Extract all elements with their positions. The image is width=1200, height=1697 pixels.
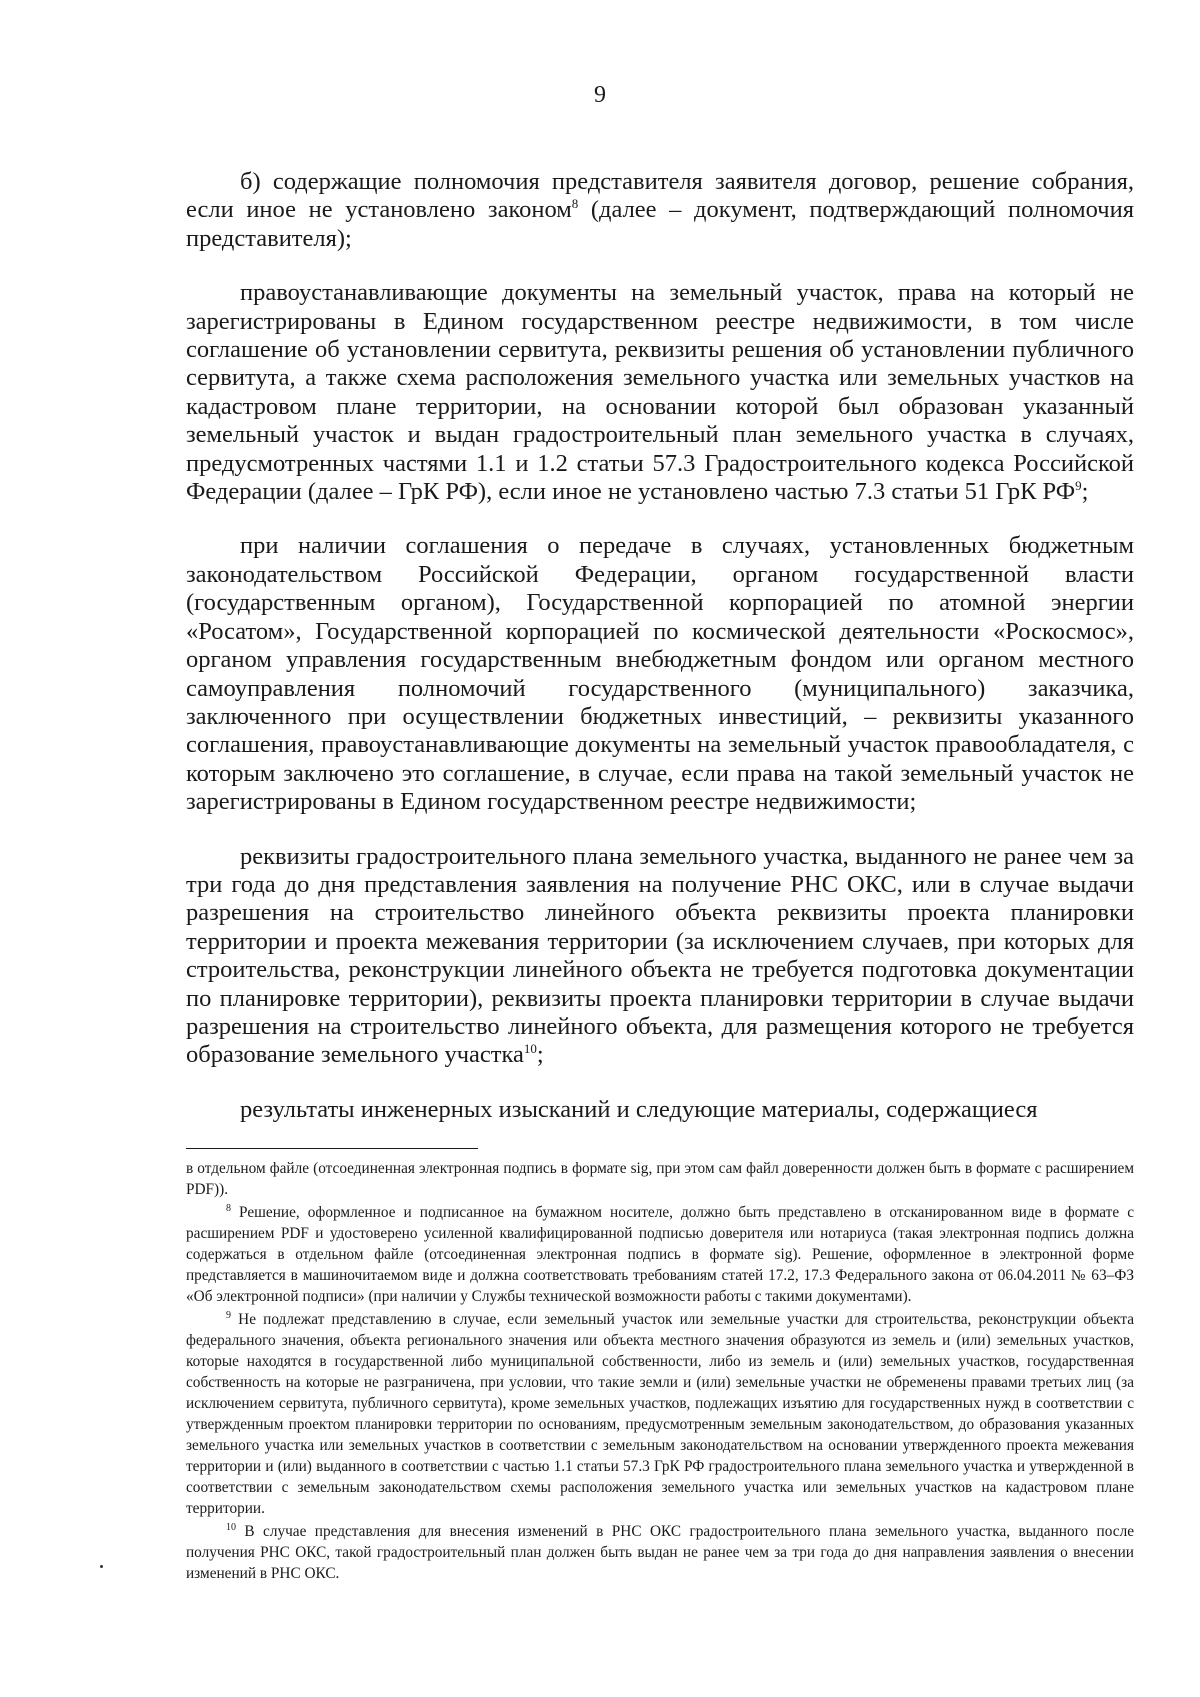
footnote-mark-8: 8 <box>226 1202 231 1214</box>
paragraph-urban-plan-details <box>186 843 1134 1070</box>
footnote-ref-10[interactable]: 10 <box>523 1041 537 1057</box>
paragraph-tail: ; <box>536 1041 544 1069</box>
footnote-ref-9[interactable]: 9 <box>1075 477 1082 493</box>
paragraph-text: при наличии соглашения о передаче в случаях, установленных бюджетным законодательством Российской Федерации, органом государственной власти (государственным органом), Государственной корпорацией по атомной энергии «Росатом», Государственной корпорацией по космической деятельности «Роскосмос», органом управления государственным внебюджетным фондом или органом местного самоуправления полномочий государственного (муниципального) заказчика, заключенного при осуществлении бюджетных инвестиций, – реквизиты указанного соглашения, правоустанавливающие документы на земельный участок правообладателя, с которым заключено это соглашение, в случае, если права на такой земельный участок не зарегистрированы в Едином государственном реестре недвижимости; <box>186 532 1134 816</box>
scan-speck <box>100 1565 103 1568</box>
page-number: 9 <box>594 82 606 108</box>
paragraph-text: правоустанавливающие документы на земельный участок, права на который не зарегистрированы в Едином государственном реестре недвижимости, в том числе соглашение об установлении сервитута, реквизиты решения об установлении публичного сервитута, а также схема расположения земельного участка или земельных участков на кадастровом плане территории, на основании которой был образован указанный земельный участок и выдан градостроительный план земельного участка в случаях, предусмотренных частями 1.1 и 1.2 статьи 57.3 Градостроительного кодекса Российской Федерации (далее – ГрК РФ), если иное не установлено частью 7.3 статьи 51 ГрК РФ <box>186 279 1134 506</box>
footnote-ref-8[interactable]: 8 <box>571 196 579 212</box>
paragraph-survey-results <box>186 1096 1134 1124</box>
body-text <box>186 168 1134 1124</box>
footnote-text: В случае представления для внесения изменений в РНС ОКС градостроительного плана земельного участка, выданного после получения РНС ОКС, такой градостроительный план должен быть выдан не ранее чем за три года до дня направления заявления о внесении изменений в РНС ОКС. <box>186 1523 1134 1582</box>
paragraph-text: б) содержащие полномочия представителя заявителя договор, решение собрания, если иное не установлено законом <box>186 168 1134 224</box>
footnote-text: Не подлежат представлению в случае, если земельный участок или земельные участки для строительства, реконструкции объекта федерального значения, объекта регионального значения или объекта местного значения образуются из земель и (или) земельных участков, которые находятся в государственной либо муниципальной собственности, либо из земель и (или) земельных участков, государственная собственность на которые не разграничена, при условии, что такие земли и (или) земельные участки не обременены правами третьих лиц (за исключением сервитута, публичного сервитута), кроме земельных участков, подлежащих изъятию для государственных нужд в соответствии с утвержденным проектом планировки территории по основаниям, предусмотренным земельным законодательством, до образования указанных земельного участка или земельных участков в соответствии с земельным законодательством на основании утвержденного проекта межевания территории и (или) выданного в соответствии с частью 1.1 статьи 57.3 ГрК РФ градостроительного плана земельного участка и утвержденной в соответствии с земельным законодательством схемы расположения земельного участка или земельных участков на кадастровом плане территории. <box>186 1311 1134 1517</box>
footnote-text: Решение, оформленное и подписанное на бумажном носителе, должно быть представлено в отсканированном виде в формате с расширением PDF и удостоверено усиленной квалифицированной подписью доверителя или нотариуса (такая электронная подпись должна содержаться в отдельном файле (отсоединенная электронная подпись в формате sig). Решение, оформленное в электронной форме представляется в машиночитаемом виде и должна соответствовать требованиям статей 17.2, 17.3 Федерального закона от 06.04.2011 № 63–ФЗ «Об электронной подписи» (при наличии у Службы технической возможности работы с такими документами). <box>186 1204 1134 1305</box>
footnote-mark-10: 10 <box>226 1521 236 1533</box>
footnotes <box>186 1158 1134 1586</box>
footnote-10 <box>186 1521 1134 1584</box>
paragraph-tail: ; <box>1081 478 1089 506</box>
footnote-continuation: в отдельном файле (отсоединенная электронная подпись в формате sig, при этом сам файл доверенности должен быть в формате с расширением PDF)). <box>186 1160 1134 1198</box>
paragraph-tail: (далее – документ, подтверждающий полномочия представителя); <box>186 196 1134 252</box>
footnote-divider <box>186 1148 478 1149</box>
paragraph-text: реквизиты градостроительного плана земельного участка, выданного не ранее чем за три года до дня представления заявления на получение РНС ОКС, или в случае выдачи разрешения на строительство линейного объекта реквизиты проекта планировки территории и проекта межевания территории (за исключением случаев, при которых для строительства, реконструкции линейного объекта не требуется подготовка документации по планировке территории), реквизиты проекта планировки территории в случае выдачи разрешения на строительство линейного объекта, для размещения которого не требуется образование земельного участка <box>186 842 1134 1069</box>
footnote-9 <box>186 1309 1134 1519</box>
paragraph-text: результаты инженерных изысканий и следующие материалы, содержащиеся <box>240 1095 1038 1123</box>
footnote-mark-9: 9 <box>226 1309 231 1321</box>
paragraph-authority-document <box>186 168 1134 253</box>
paragraph-transfer-agreement <box>186 532 1134 816</box>
paragraph-land-title-documents <box>186 279 1134 506</box>
footnote-8 <box>186 1202 1134 1307</box>
